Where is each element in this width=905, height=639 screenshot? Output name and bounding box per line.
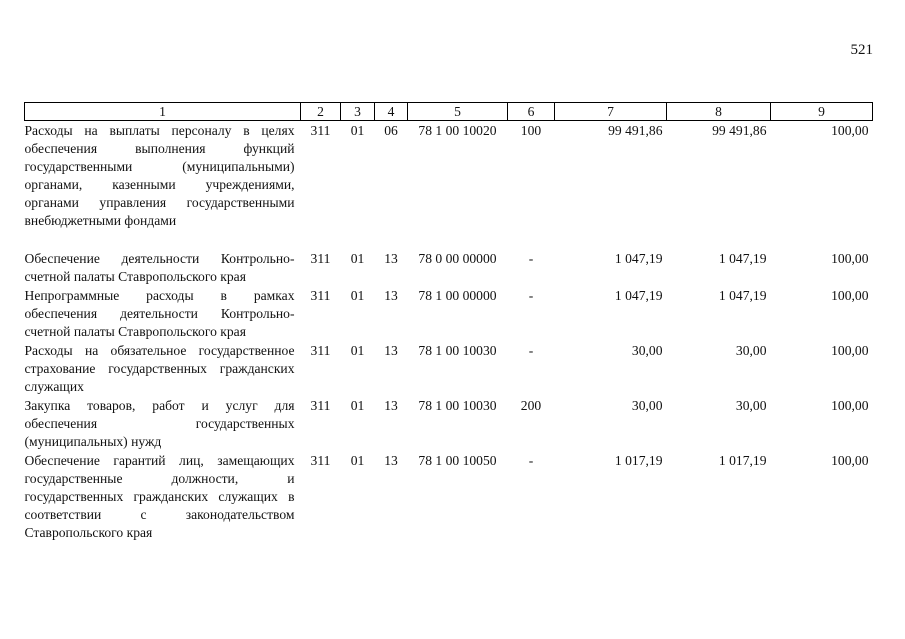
cell-c7: 99 491,86 [608,123,663,138]
cell-c2: 311 [310,123,331,138]
cell-c4: 13 [384,453,398,468]
cell-c5: 78 1 00 10020 [418,123,497,138]
cell-c5: 78 1 00 10030 [418,343,497,358]
column-header: 1 [25,103,301,121]
row-name: Расходы на обязательное государственное страхование государственных гражданских служащих [24,343,295,394]
cell-c8: 1 047,19 [718,288,767,303]
cell-c3: 01 [350,123,365,138]
cell-c3: 01 [350,251,365,266]
row-name: Обеспечение гарантий лиц, замещающих государственные должности, и государственных гражданских служащих в соответствии с законодательством Ставропольского края [24,453,295,540]
budget-table [24,102,873,542]
cell-c8: 30,00 [735,398,767,413]
cell-c2: 311 [310,343,331,358]
cell-c4: 06 [384,123,398,138]
cell-c7: 1 047,19 [614,288,663,303]
row-name: Расходы на выплаты персоналу в целях обеспечения выполнения функций государственными (муниципальными) органами, казенными учреждениями, органами управления государственными внебюджетными фондами [24,123,295,228]
cell-c8: 99 491,86 [712,123,767,138]
column-header: 4 [375,103,408,121]
column-header: 5 [408,103,508,121]
cell-c4: 13 [384,288,398,303]
column-header: 8 [667,103,771,121]
cell-c6: - [528,288,534,303]
cell-c7: 30,00 [631,398,663,413]
cell-c2: 311 [310,398,331,413]
cell-c3: 01 [350,398,365,413]
cell-c5: 78 1 00 10050 [418,453,497,468]
cell-c4: 13 [384,251,398,266]
cell-c7: 1 047,19 [614,251,663,266]
cell-c2: 311 [310,251,331,266]
row-spacer [25,230,873,249]
row-name: Обеспечение деятельности Контрольно-счетной палаты Ставропольского края [24,251,295,284]
column-header: 2 [301,103,341,121]
cell-c9: 100,00 [831,343,869,358]
cell-c4: 13 [384,343,398,358]
table-row [25,451,873,542]
column-header: 3 [341,103,375,121]
cell-c9: 100,00 [831,288,869,303]
cell-c4: 13 [384,398,398,413]
cell-c8: 1 047,19 [718,251,767,266]
table-row [25,121,873,231]
cell-c5: 78 1 00 10030 [418,398,497,413]
cell-c5: 78 0 00 00000 [418,251,497,266]
cell-c6: - [528,343,534,358]
table-row [25,286,873,341]
cell-c9: 100,00 [831,251,869,266]
cell-c8: 30,00 [735,343,767,358]
table-row [25,341,873,396]
cell-c9: 100,00 [831,453,869,468]
cell-c3: 01 [350,343,365,358]
cell-c6: - [528,453,534,468]
cell-c3: 01 [350,288,365,303]
cell-c3: 01 [350,453,365,468]
row-name: Непрограммные расходы в рамках обеспечения деятельности Контрольно-счетной палаты Ставропольского края [24,288,295,339]
cell-c9: 100,00 [831,398,869,413]
cell-c6: 200 [520,398,542,413]
row-name: Закупка товаров, работ и услуг для обеспечения государственных (муниципальных) нужд [24,398,295,449]
cell-c7: 30,00 [631,343,663,358]
cell-c2: 311 [310,288,331,303]
table-row [25,249,873,286]
column-header: 7 [555,103,667,121]
cell-c2: 311 [310,453,331,468]
cell-c6: 100 [520,123,542,138]
cell-c7: 1 017,19 [614,453,663,468]
column-header: 6 [508,103,555,121]
cell-c8: 1 017,19 [718,453,767,468]
cell-c6: - [528,251,534,266]
table-header-row [25,103,873,121]
cell-c5: 78 1 00 00000 [418,288,497,303]
page-number: 521 [850,42,873,58]
cell-c9: 100,00 [831,123,869,138]
table-row [25,396,873,451]
column-header: 9 [771,103,873,121]
